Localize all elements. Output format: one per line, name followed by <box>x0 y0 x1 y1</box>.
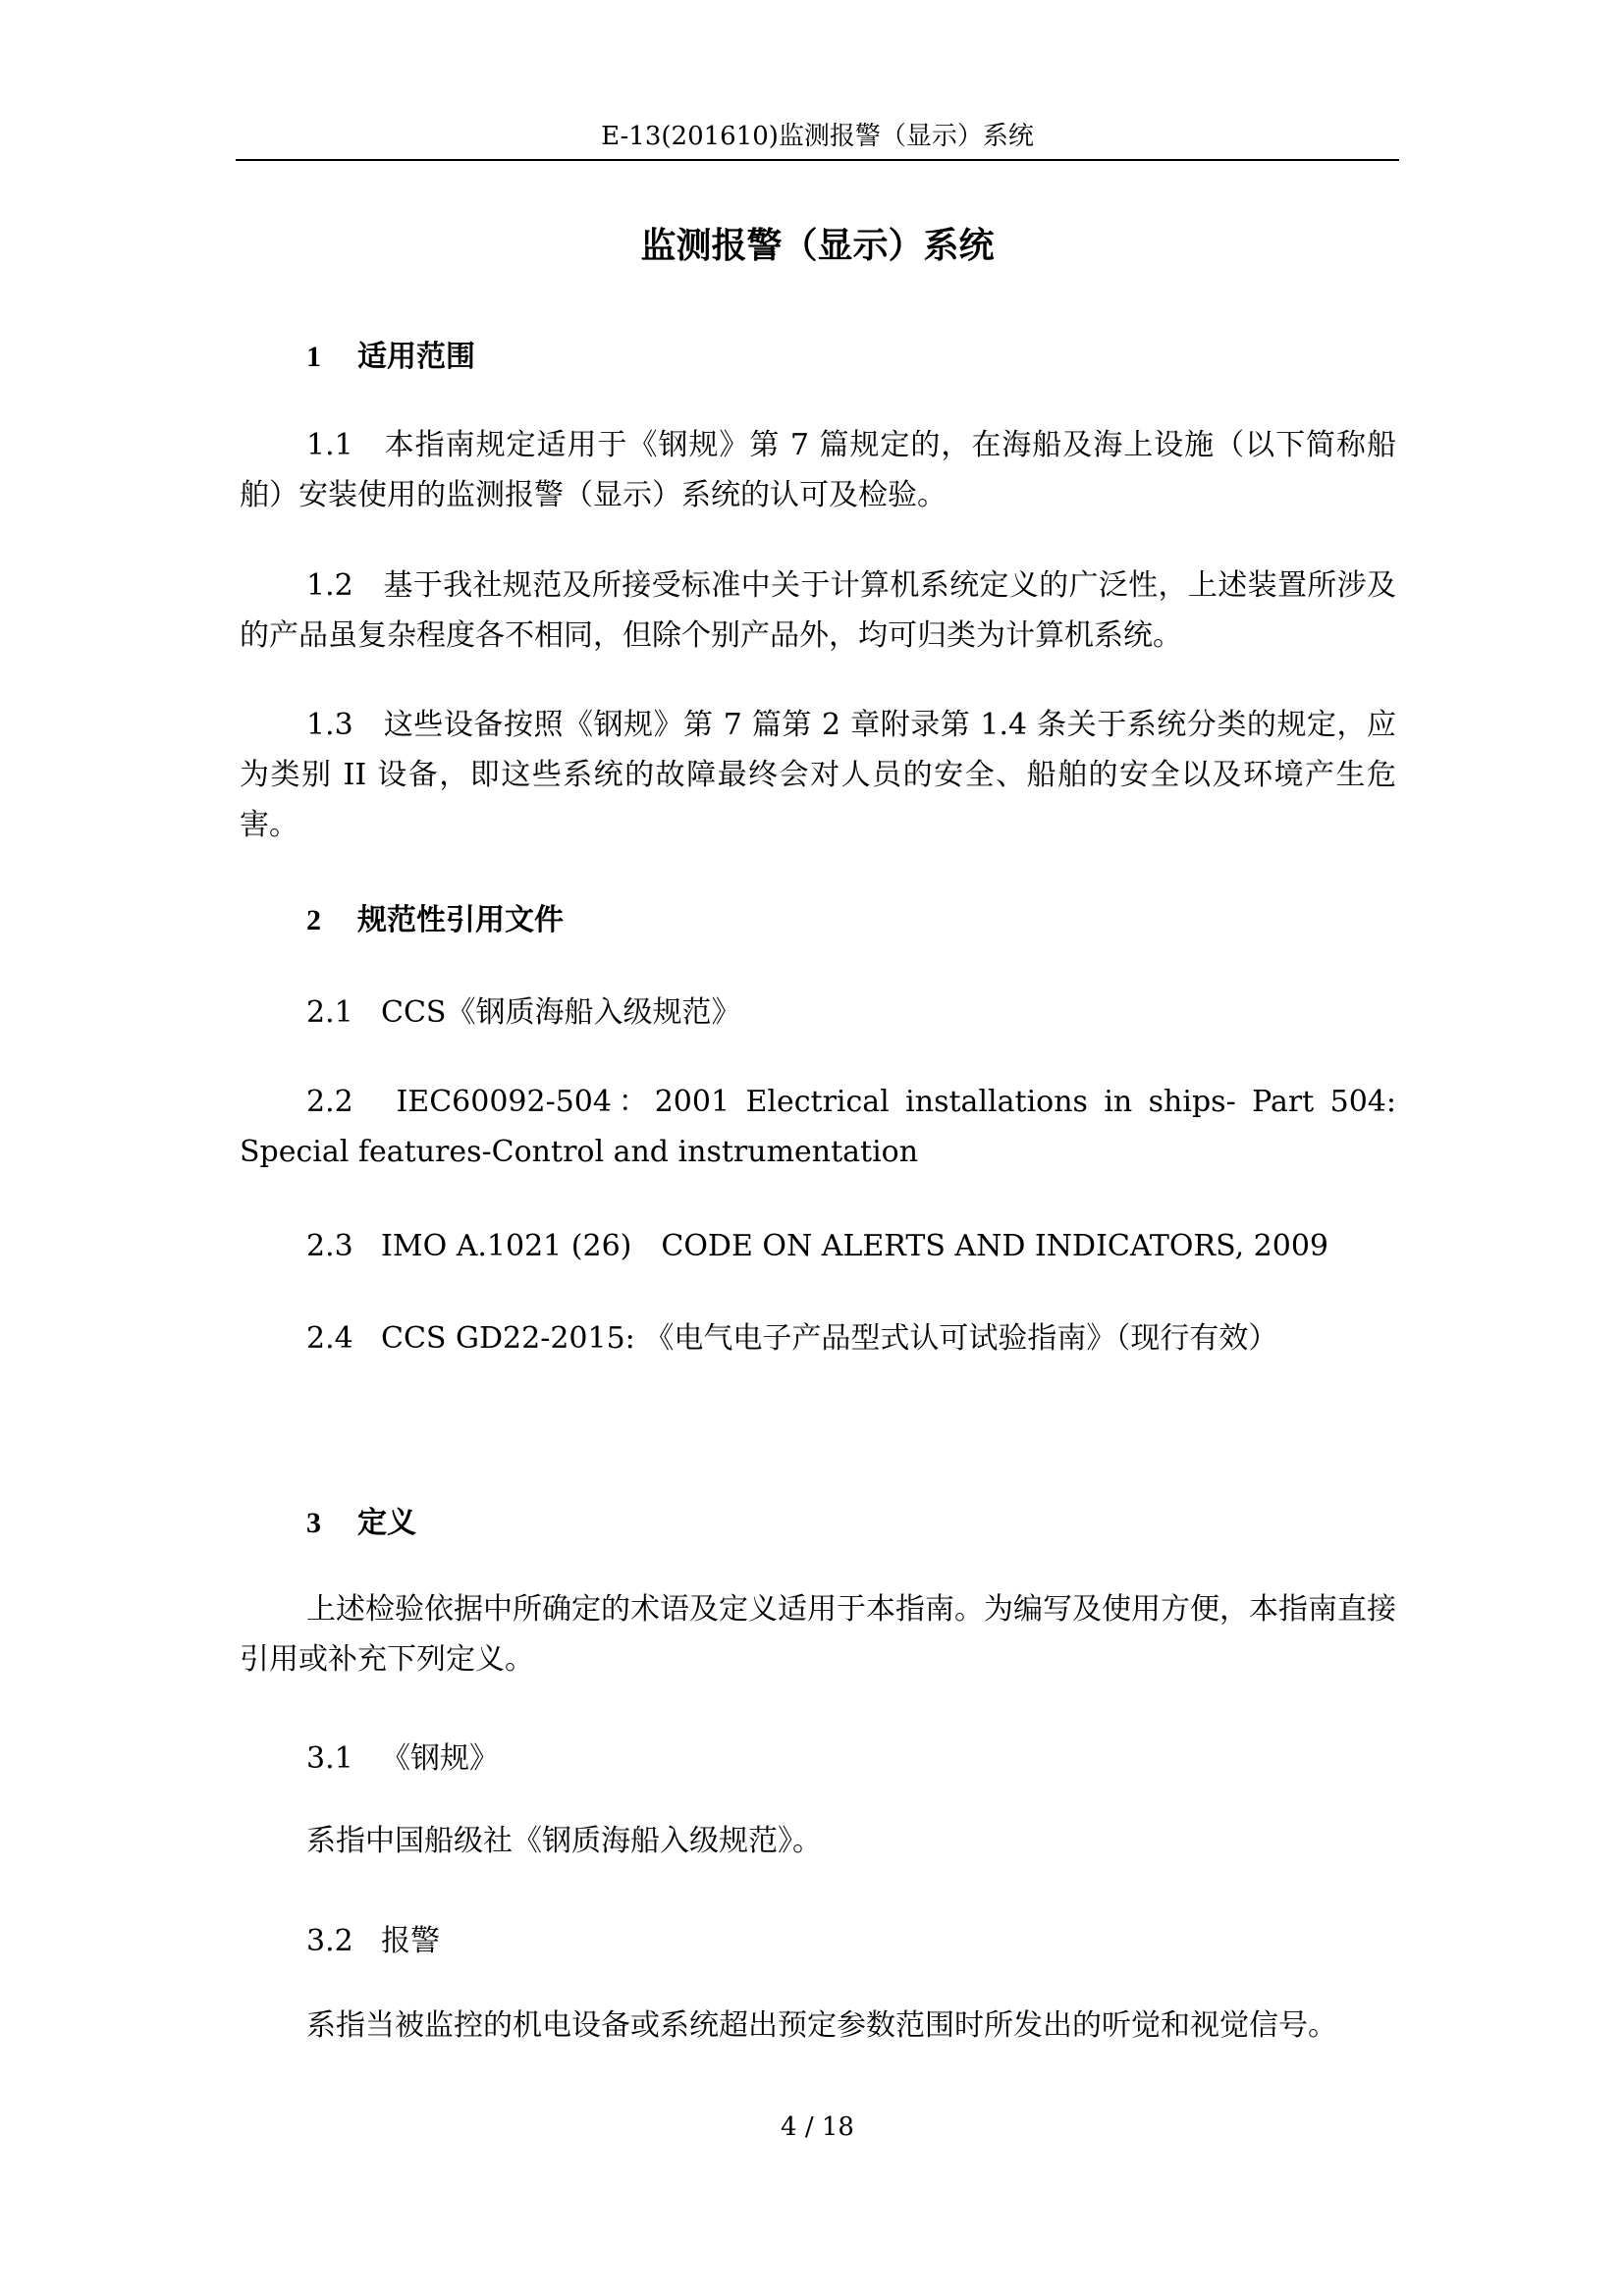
paragraph-1-2: 1.2 基于我社规范及所接受标准中关于计算机系统定义的广泛性，上述装置所涉及的产品虽复杂程度各不相同，但除个别产品外，均可归类为计算机系统。 <box>240 568 1396 653</box>
section-number: 3 <box>306 1507 321 1539</box>
section-number: 1 <box>306 341 321 373</box>
header-rule <box>236 159 1399 161</box>
item-number: 2.3 <box>306 1229 353 1263</box>
paragraph-1-3: 1.3 这些设备按照《钢规》第 7 篇第 2 章附录第 1.4 条关于系统分类的规定，应为类别 II 设备，即这些系统的故障最终会对人员的安全、船舶的安全以及环境产生危害。 <box>240 708 1396 842</box>
document-title: 监测报警（显示）系统 <box>640 226 995 266</box>
item-text: 报警 <box>381 1924 440 1958</box>
item-number: 2.4 <box>306 1321 353 1356</box>
definition-3-2-heading <box>306 1916 440 1959</box>
running-header: E-13(201610)监测报警（显示）系统 <box>601 122 1034 151</box>
reference-item-2-2: 2.2 IEC60092-504：2001 Electrical installations in ships- Part 504: Special features-Control and instrumentation <box>240 1085 1396 1169</box>
section-2-heading <box>306 895 564 938</box>
reference-item-2-1 <box>306 988 740 1031</box>
item-text: IMO A.1021 (26) CODE ON ALERTS AND INDICATORS, 2009 <box>381 1229 1329 1263</box>
paragraph-1-1: 1.1 本指南规定适用于《钢规》第 7 篇规定的，在海船及海上设施（以下简称船舶）安装使用的监测报警（显示）系统的认可及检验。 <box>240 428 1396 512</box>
definition-3-1-heading <box>306 1734 499 1777</box>
page-number: 4 / 18 <box>781 2112 854 2142</box>
item-text: CCS GD22-2015: 《电气电子产品型式认可试验指南》（现行有效） <box>381 1321 1278 1356</box>
section-title: 定义 <box>357 1506 416 1540</box>
item-text: 《钢规》 <box>381 1741 499 1776</box>
section-title: 适用范围 <box>357 340 475 374</box>
definition-3-1-body: 系指中国船级社《钢质海船入级规范》。 <box>306 1824 822 1858</box>
section-number: 2 <box>306 904 321 936</box>
reference-item-2-3 <box>306 1221 1328 1264</box>
reference-item-2-4 <box>306 1313 1277 1357</box>
item-number: 3.1 <box>306 1741 353 1776</box>
item-number: 2.1 <box>306 995 353 1030</box>
item-number: 3.2 <box>306 1924 353 1958</box>
section-3-heading <box>306 1498 416 1541</box>
definitions-intro: 上述检验依据中所确定的术语及定义适用于本指南。为编写及使用方便，本指南直接引用或补充下列定义。 <box>240 1592 1396 1677</box>
item-text: CCS《钢质海船入级规范》 <box>381 995 741 1030</box>
section-title: 规范性引用文件 <box>357 903 564 937</box>
section-1-heading <box>306 332 475 375</box>
definition-3-2-body: 系指当被监控的机电设备或系统超出预定参数范围时所发出的听觉和视觉信号。 <box>306 2008 1337 2043</box>
